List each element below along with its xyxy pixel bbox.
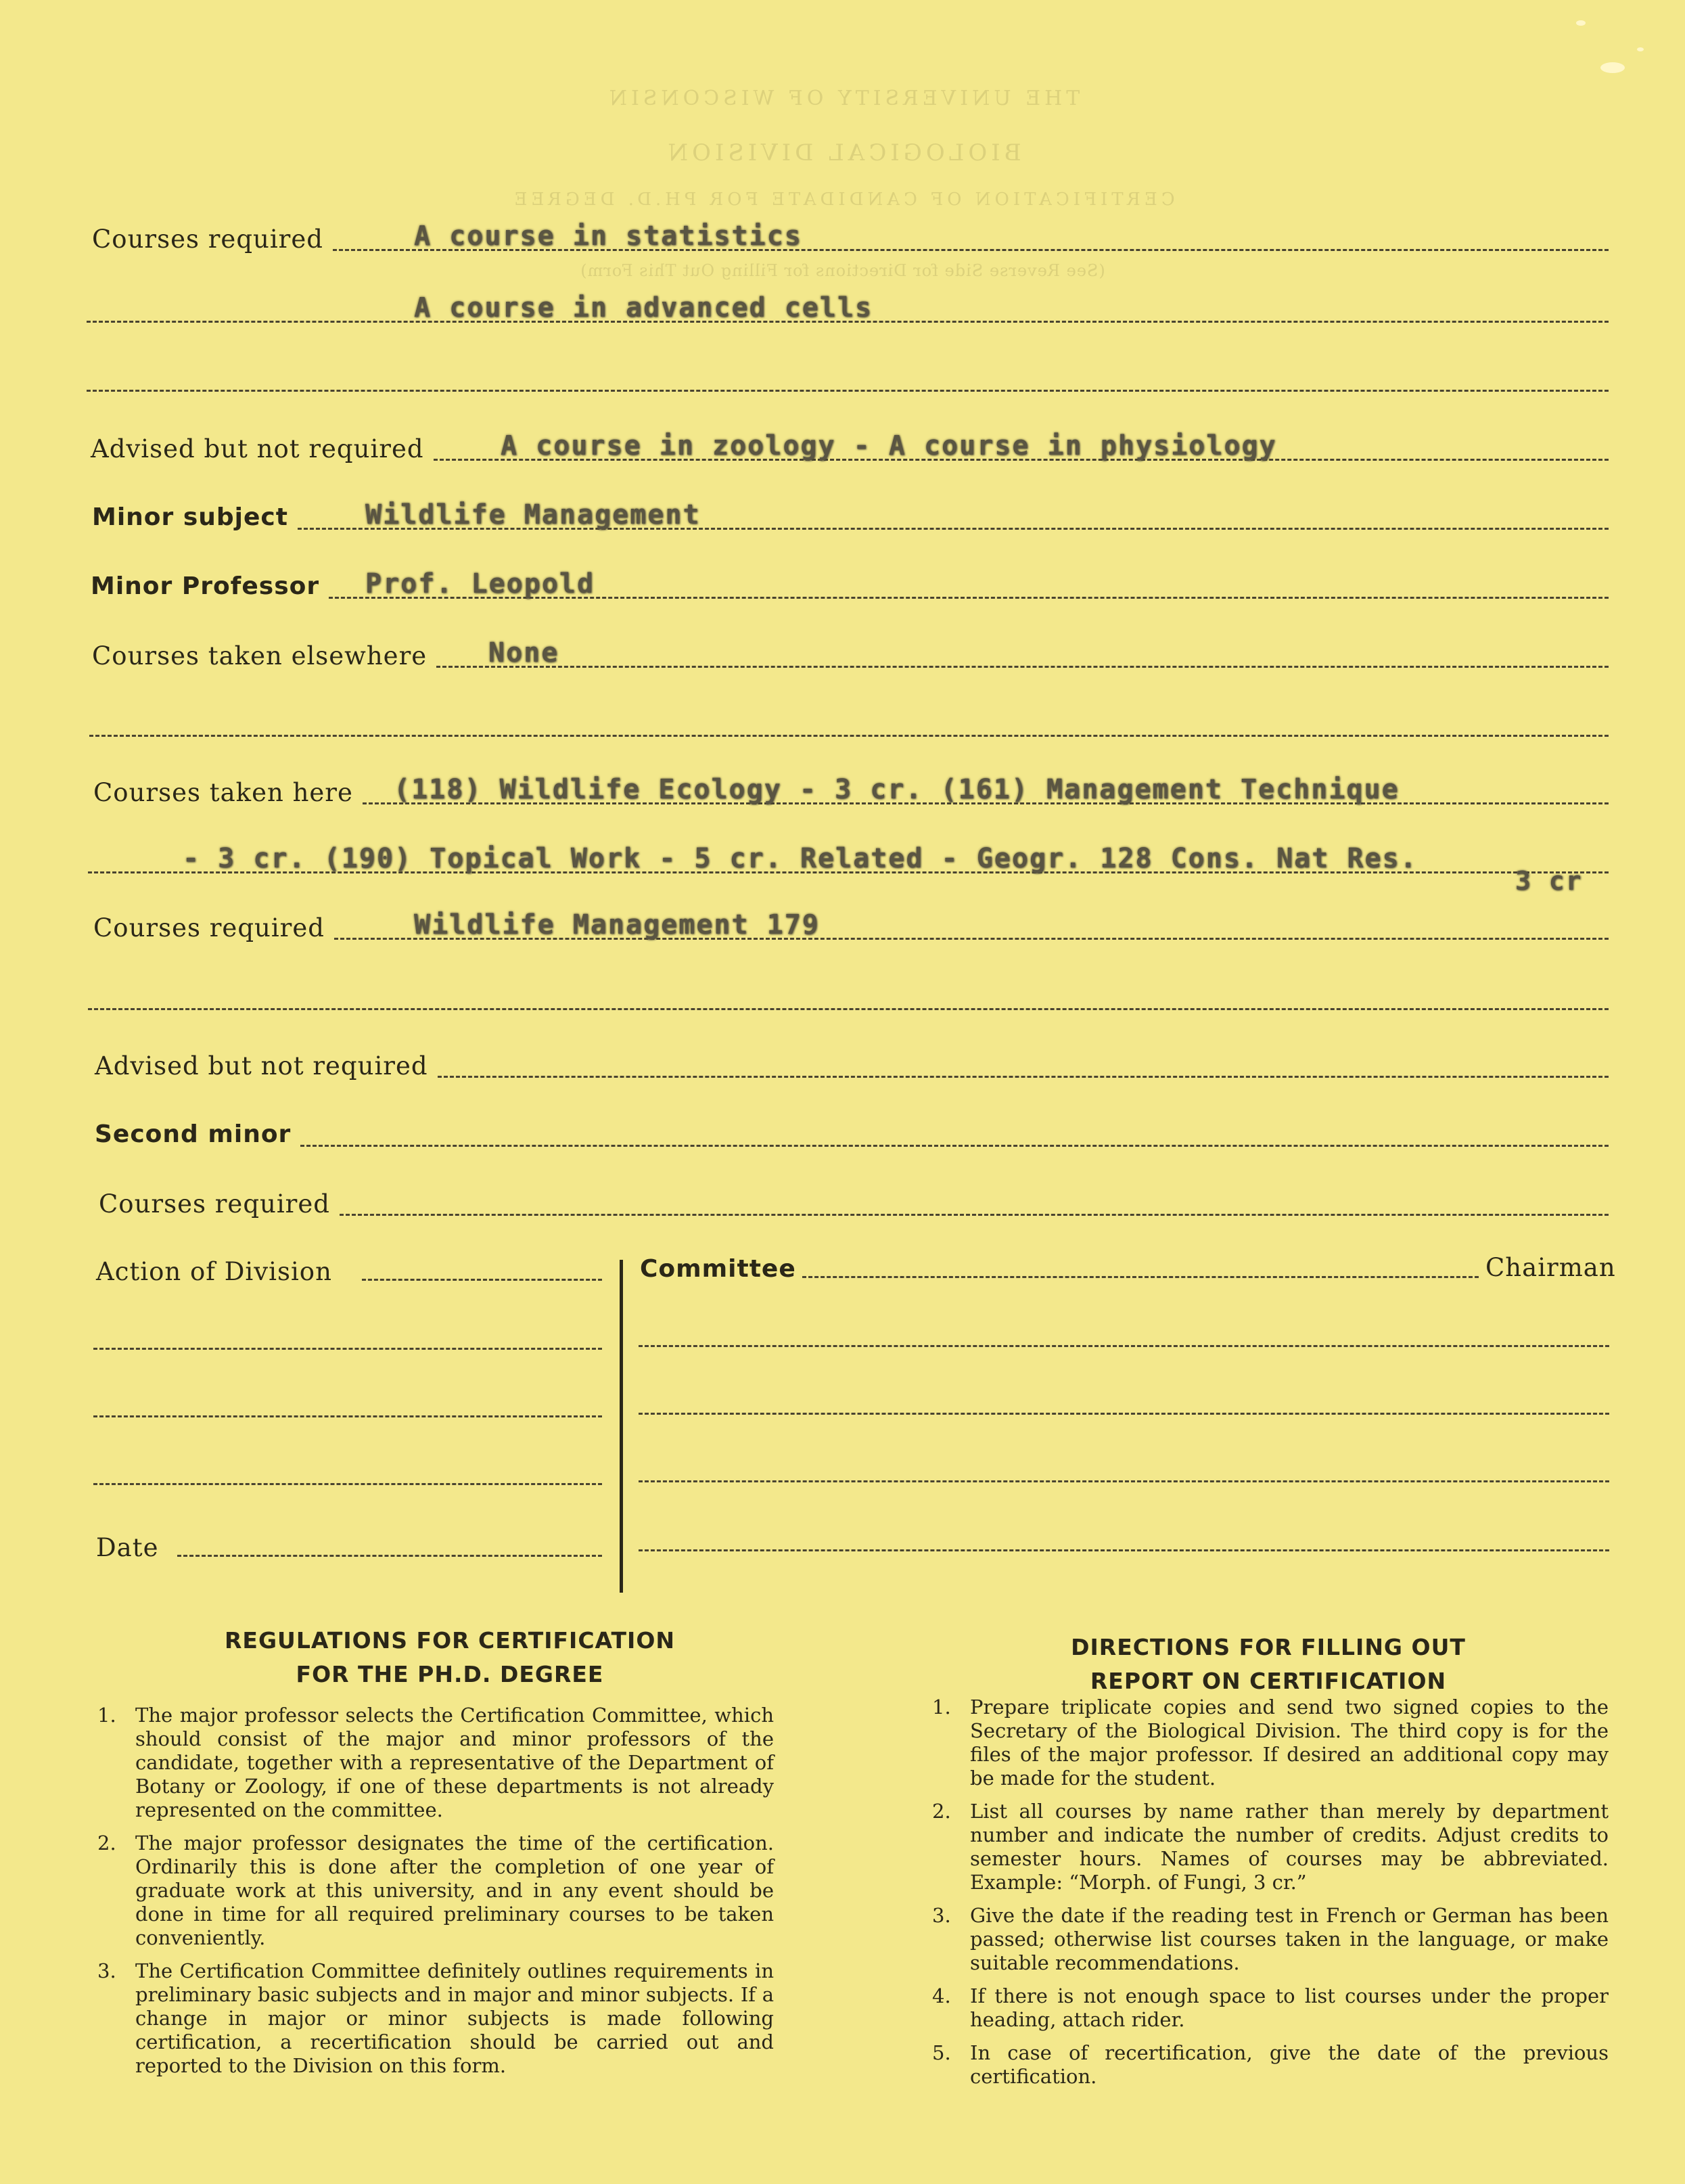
committee-label: Committee <box>640 1255 796 1283</box>
typed-entry: Prof. Leopold <box>365 568 595 599</box>
list-number: 4. <box>932 1984 951 2007</box>
show-through-line-1: THE UNIVERSITY OF WISCONSIN <box>605 87 1080 110</box>
regulations-heading-line-1: REGULATIONS FOR CERTIFICATION <box>224 1627 675 1654</box>
list-number: 3. <box>97 1959 116 1982</box>
typed-credit-note: 3 cr <box>1515 866 1583 896</box>
direction-item <box>932 1984 1609 2032</box>
regulations-heading-line-2: FOR THE PH.D. DEGREE <box>296 1661 604 1687</box>
direction-item <box>932 1800 1609 1894</box>
typed-entry: Wildlife Management 179 <box>414 909 820 940</box>
field-label: Courses taken elsewhere <box>92 641 428 670</box>
list-item-text: The major professor designates the time of the certification. Ordinarily this is done after the completion of one year of graduate work at this university, and in any event should be done in time for all required preliminary courses to be taken conveniently. <box>135 1832 774 1949</box>
column-divider <box>620 1260 623 1593</box>
committee-member-line-1[interactable] <box>639 1345 1609 1347</box>
list-number: 1. <box>932 1696 951 1719</box>
directions-heading-line-1: DIRECTIONS FOR FILLING OUT <box>1071 1634 1466 1660</box>
field-line[interactable] <box>89 735 1609 737</box>
field-label: Courses taken here <box>93 778 353 807</box>
typed-entry: (118) Wildlife Ecology - 3 cr. (161) Management Technique <box>394 774 1400 805</box>
typed-entry: - 3 cr. (190) Topical Work - 5 cr. Related - Geogr. 128 Cons. Nat Res. <box>183 843 1418 874</box>
direction-item <box>932 2041 1609 2089</box>
regulations-list <box>97 1704 774 2087</box>
action-of-division-label: Action of Division <box>96 1257 332 1286</box>
list-number: 3. <box>932 1904 951 1927</box>
show-through-line-3: CERTIFICATION OF CANDIDATE FOR PH.D. DEGREE <box>510 189 1175 210</box>
direction-item <box>932 1904 1609 1975</box>
list-number: 2. <box>932 1800 951 1823</box>
action-of-division-line-4[interactable] <box>93 1483 602 1485</box>
list-number: 1. <box>97 1704 116 1727</box>
direction-item <box>932 1696 1609 1790</box>
field-line[interactable] <box>340 1214 1609 1216</box>
regulation-item <box>97 1959 774 2078</box>
field-line[interactable] <box>438 1076 1609 1078</box>
date-label: Date <box>96 1533 159 1562</box>
list-item-text: Prepare triplicate copies and send two signed copies to the Secretary of the Biological Division. The third copy is for the files of the major professor. If desired an additional copy may be made for the student. <box>970 1696 1609 1790</box>
list-item-text: List all courses by name rather than merely by department number and indicate the number of credits. Adjust credits to semester hours. Names of courses may be abbreviated. Example: “Morph. of Fungi, 3 cr.” <box>970 1800 1609 1894</box>
date-line[interactable] <box>177 1555 602 1557</box>
list-item-text: The Certification Committee definitely outlines requirements in preliminary basic subjects and in major and minor subjects. If a change in major or minor subjects is made following certification, a recertification should be carried out and reported to the Division on this form. <box>135 1959 774 2077</box>
typed-entry: A course in zoology - A course in physiology <box>501 430 1277 461</box>
field-label: Minor Professor <box>91 572 320 600</box>
directions-heading <box>920 1631 1617 1698</box>
list-number: 5. <box>932 2041 951 2064</box>
field-label: Courses required <box>99 1189 330 1219</box>
typed-entry: None <box>488 637 559 668</box>
field-line[interactable] <box>87 390 1609 392</box>
committee-member-line-3[interactable] <box>639 1480 1609 1482</box>
committee-chairman-line[interactable] <box>802 1276 1479 1278</box>
field-label: Advised but not required <box>91 434 424 463</box>
list-item-text: If there is not enough space to list courses under the proper heading, attach rider. <box>970 1984 1609 2031</box>
chairman-label: Chairman <box>1485 1253 1616 1282</box>
regulation-item <box>97 1704 774 1822</box>
regulations-heading <box>101 1624 798 1691</box>
directions-list <box>932 1696 1609 2098</box>
field-line[interactable] <box>300 1145 1609 1147</box>
field-label: Courses required <box>93 913 325 942</box>
list-item-text: Give the date if the reading test in French or German has been passed; otherwise list courses taken in the language, or make suitable recommendations. <box>970 1904 1609 1974</box>
typed-entry: A course in advanced cells <box>414 292 873 323</box>
committee-member-line-4[interactable] <box>639 1549 1609 1551</box>
action-of-division-line-2[interactable] <box>93 1348 602 1350</box>
typed-entry: A course in statistics <box>414 221 802 252</box>
directions-heading-line-2: REPORT ON CERTIFICATION <box>1090 1668 1447 1694</box>
paper-speck <box>1637 47 1644 51</box>
regulation-item <box>97 1832 774 1950</box>
show-through-line-4: (See Reverse Side for Directions for Filling Out This Form) <box>580 261 1105 280</box>
paper-speck <box>1600 62 1625 73</box>
action-of-division-line[interactable] <box>362 1279 602 1281</box>
field-label: Courses required <box>92 225 323 254</box>
committee-member-line-2[interactable] <box>639 1413 1609 1415</box>
field-line[interactable] <box>88 1008 1609 1010</box>
paper-speck <box>1576 20 1586 26</box>
show-through-line-2: BIOLOGICAL DIVISION <box>664 139 1021 166</box>
field-label: Minor subject <box>92 503 288 531</box>
list-item-text: In case of recertification, give the date of the previous certification. <box>970 2041 1609 2088</box>
list-item-text: The major professor selects the Certification Committee, which should consist of the major and minor professors of the candidate, together with a representative of the Department of Botany or Zoology, if one of these departments is not already represented on the committee. <box>135 1704 774 1821</box>
typed-entry: Wildlife Management <box>365 499 701 530</box>
list-number: 2. <box>97 1832 116 1855</box>
field-line[interactable] <box>436 666 1609 668</box>
field-label: Second minor <box>95 1120 292 1148</box>
field-label: Advised but not required <box>95 1051 428 1080</box>
action-of-division-line-3[interactable] <box>93 1415 602 1417</box>
